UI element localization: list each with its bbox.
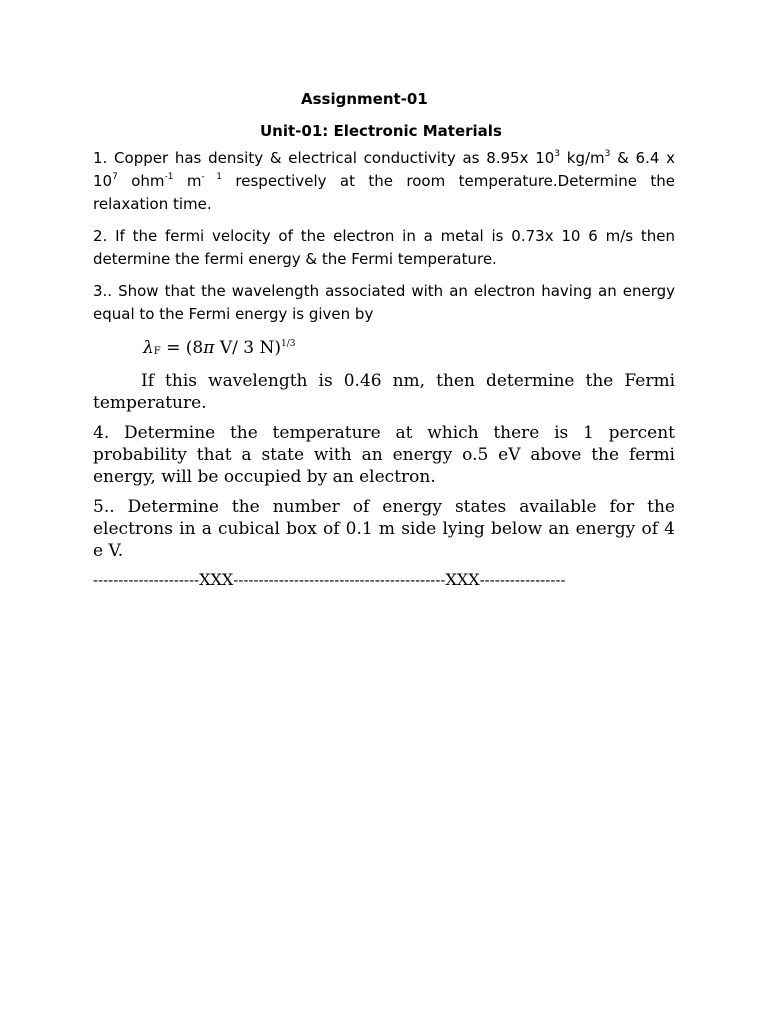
question-1: 1. Copper has density & electrical conductivity as 8.95x $10^3$ $kg/m^3$ & 6.4 x $10^7$ ohm$^{-1}$ $m^{- 1}$ respectively at the room temperature.Determine the relaxation time.	[93, 149, 675, 213]
question-2: 2. If the fermi velocity of the electron in a metal is 0.73x 10 6 m/s then determine the fermi energy & the Fermi temperature.	[93, 227, 675, 268]
unit-title: Unit-01: Electronic Materials	[260, 122, 502, 140]
fermi-wavelength-formula: λF = (8π V/ 3 N)$^{1/3}$	[143, 338, 296, 358]
document-page	[93, 88, 675, 592]
assignment-title: Assignment-01	[301, 90, 428, 108]
question-3-part-b: If this wavelength is 0.46 nm, then determine the Fermi temperature.	[93, 371, 675, 413]
question-3: 3.. Show that the wavelength associated with an electron having an energy equal to the Fermi energy is given by	[93, 282, 675, 323]
end-divider: ---------------------XXX------------------------------------------XXX-----------------	[93, 570, 566, 589]
question-4: 4. Determine the temperature at which there is 1 percent probability that a state with an energy o.5 eV above the fermi energy, will be occupied by an electron.	[93, 423, 675, 487]
question-5: 5.. Determine the number of energy states available for the electrons in a cubical box of 0.1 m side lying below an energy of 4 e V.	[93, 497, 675, 561]
